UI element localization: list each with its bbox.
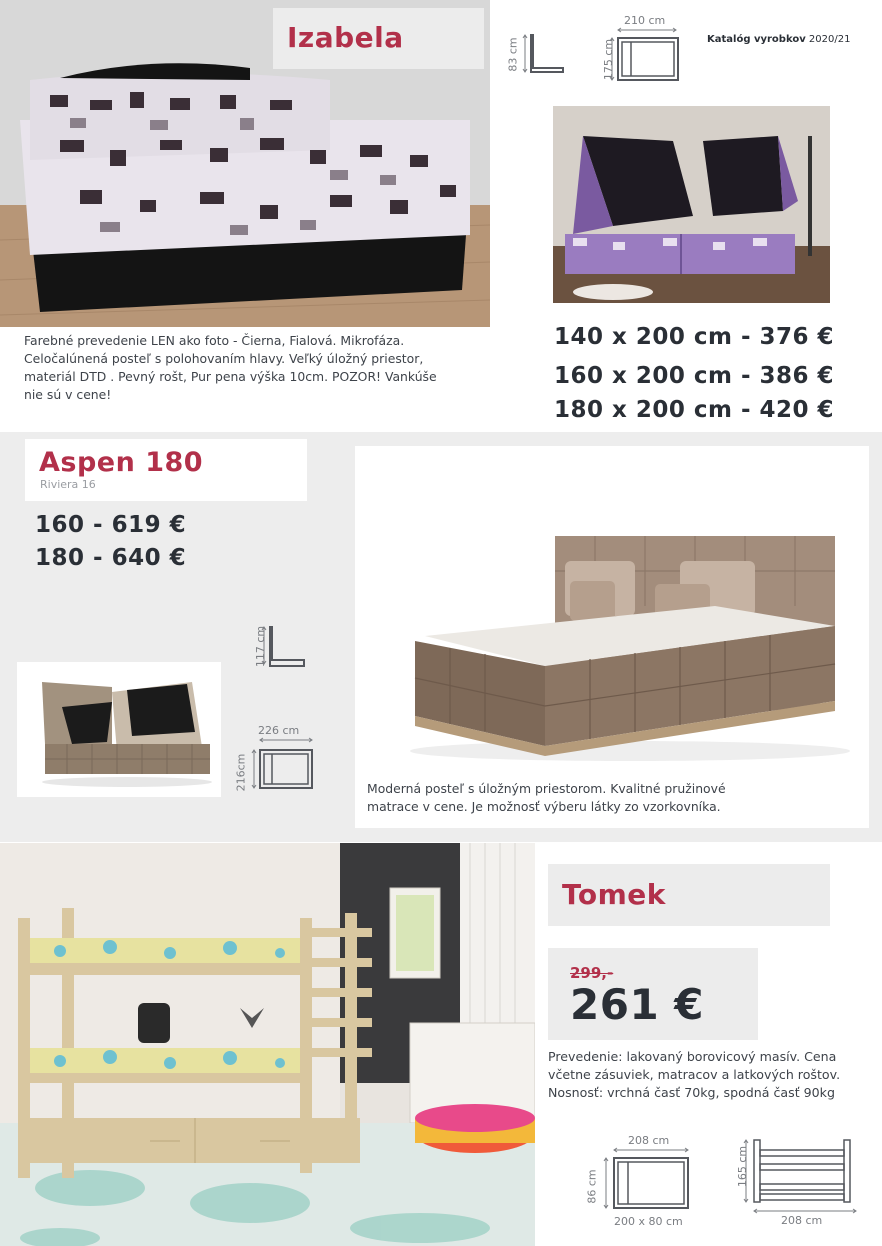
izabela-title-box: [273, 8, 484, 69]
izabela-depth-label: 175 cm: [602, 38, 616, 81]
catalog-label: Katalóg vyrobkov: [707, 34, 806, 45]
tomek-depth-label: 86 cm: [585, 1169, 599, 1204]
aspen-description: [367, 780, 857, 816]
aspen-height-label: 117 cm: [254, 625, 268, 668]
aspen-price-2: 180 - 640 €: [35, 545, 187, 571]
tomek-side-diagram: [738, 1136, 858, 1208]
aspen-height-diagram: [254, 624, 310, 668]
izabela-width-label: 210 cm: [624, 14, 666, 27]
izabela-desc-line-3: materiál DTD . Pevný rošt, Pur pena výška 10cm. POZOR! Vankúše: [24, 369, 437, 384]
izabela-desc-line-2: Celočalúnená posteľ s polohovaním hlavy. Veľký úložný priestor,: [24, 351, 424, 366]
aspen-desc-line-2: matrace v cene. Je možnosť výberu látky zo vzorkovníka.: [367, 799, 721, 814]
aspen-width-label: 226 cm: [258, 724, 300, 737]
aspen-storage-photo: [17, 662, 221, 797]
tomek-height-label: 165 cm: [736, 1145, 750, 1188]
tomek-desc-line-3: Nosnosť: vrchná časť 70kg, spodná časť 90kg: [548, 1085, 835, 1100]
aspen-price-1: 160 - 619 €: [35, 512, 187, 538]
aspen-main-card: [355, 446, 869, 828]
izabela-storage-photo: [553, 106, 830, 303]
tomek-side-width-label: 208 cm: [781, 1214, 823, 1227]
aspen-title: Aspen 180: [39, 447, 204, 478]
aspen-main-photo: [395, 526, 865, 766]
izabela-title: Izabela: [287, 21, 404, 54]
tomek-description: [548, 1048, 878, 1102]
izabela-price-3: 180 x 200 cm - 420 €: [554, 397, 835, 423]
tomek-top-diagram: [598, 1146, 694, 1214]
tomek-title-box: [548, 864, 830, 926]
tomek-title: Tomek: [562, 878, 666, 911]
catalog-header: [707, 34, 850, 45]
izabela-description: [24, 332, 484, 404]
tomek-price-box: [548, 948, 758, 1040]
aspen-subtitle: Riviera 16: [40, 478, 96, 491]
tomek-top-width-label: 208 cm: [628, 1134, 670, 1147]
catalog-year: 2020/21: [808, 34, 851, 45]
tomek-old-price: 299,-: [570, 964, 614, 982]
aspen-top-diagram: [248, 736, 318, 792]
tomek-desc-line-1: Prevedenie: lakovaný borovicový masív. Cena: [548, 1049, 837, 1064]
aspen-depth-label: 216cm: [234, 753, 248, 792]
tomek-desc-line-2: včetne zásuviek, matracov a latkových roštov.: [548, 1067, 841, 1082]
izabela-height-label: 83 cm: [506, 37, 520, 72]
izabela-price-2: 160 x 200 cm - 386 €: [554, 363, 835, 389]
izabela-price-1: 140 x 200 cm - 376 €: [554, 324, 835, 350]
izabela-desc-line-4: nie sú v cene!: [24, 387, 112, 402]
tomek-price: 261 €: [570, 980, 705, 1029]
izabela-desc-line-1: Farebné prevedenie LEN ako foto - Čierna, Fialová. Mikrofáza.: [24, 333, 405, 348]
aspen-title-box: [25, 439, 307, 501]
aspen-desc-line-1: Moderná posteľ s úložným priestorom. Kvalitné pružinové: [367, 781, 726, 796]
tomek-main-photo: [0, 843, 535, 1246]
tomek-bottom-label: 200 x 80 cm: [614, 1215, 683, 1228]
